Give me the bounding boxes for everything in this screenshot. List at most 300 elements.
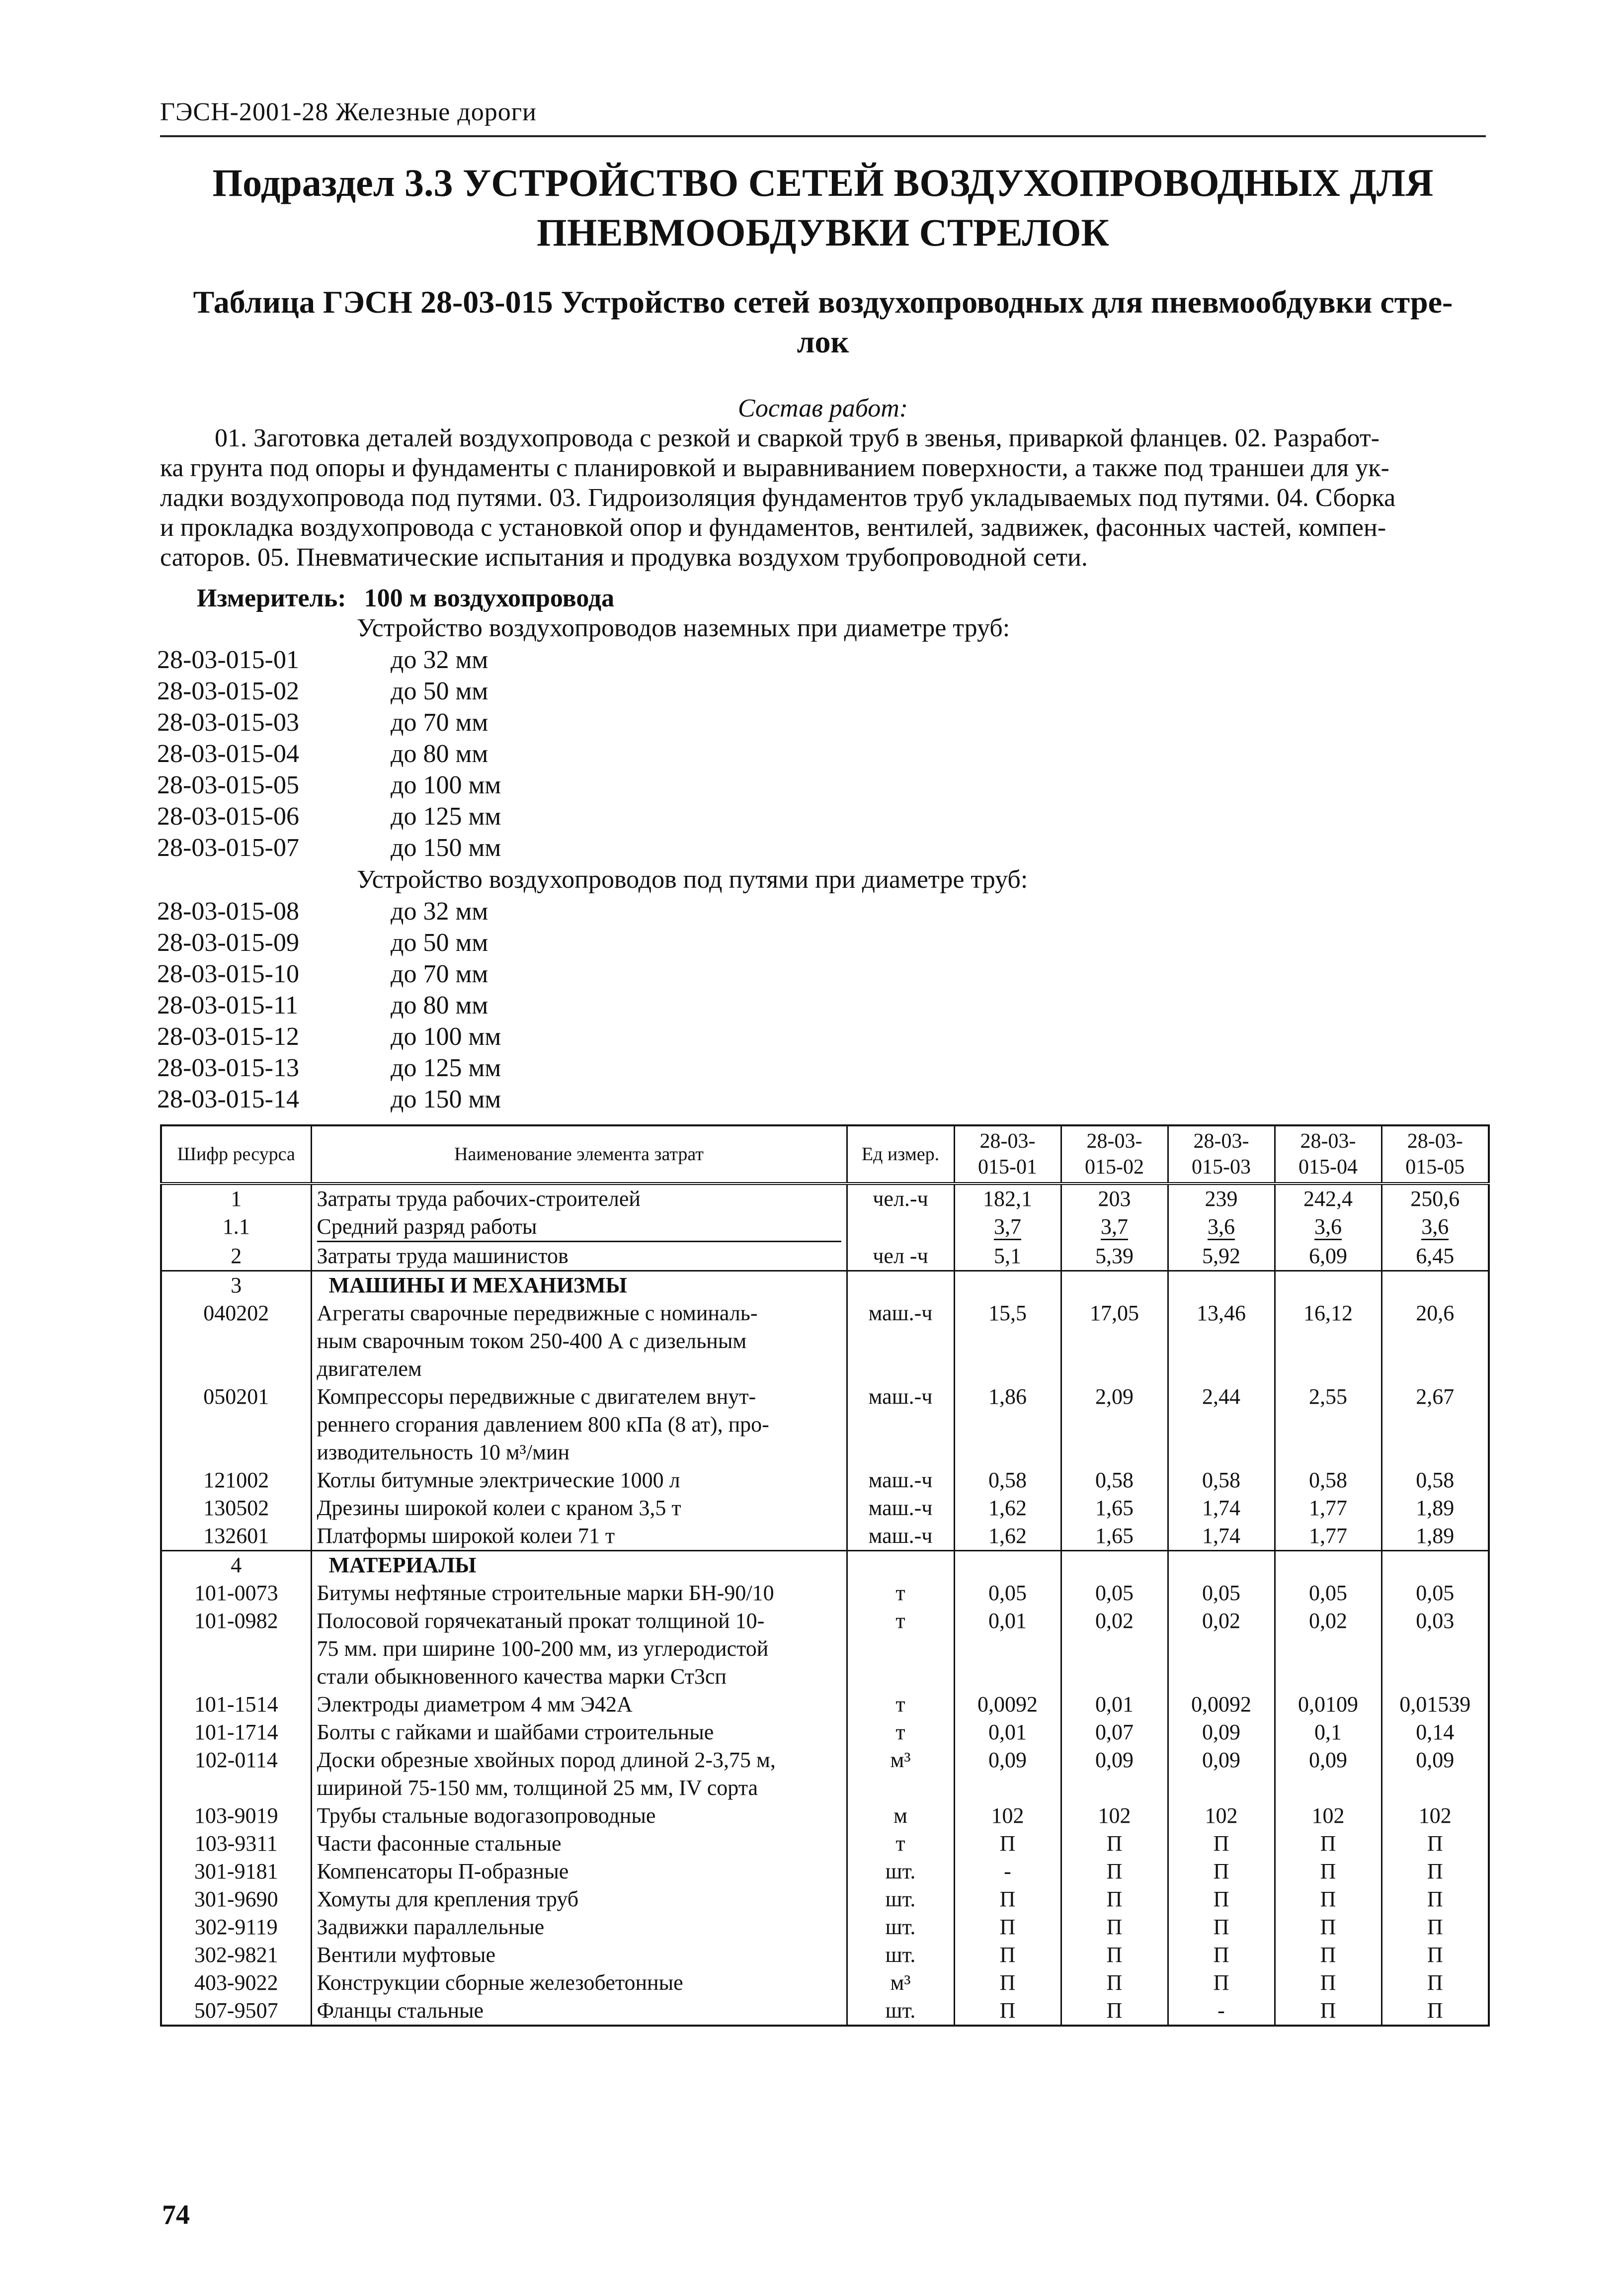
header-name: Наименование элемента затрат [311, 1125, 847, 1184]
resource-name-line: шириной 75-150 мм, толщиной 25 мм, IV сорта [317, 1776, 758, 1800]
resource-value-text: - [1217, 1998, 1225, 2023]
resource-value-text: 0,09 [1202, 1720, 1240, 1744]
resource-value [954, 1913, 1061, 1941]
resource-name [311, 1913, 847, 1941]
resource-value [954, 1579, 1061, 1607]
resource-value [954, 1830, 1061, 1858]
resource-value [1381, 1858, 1489, 1885]
resource-value [1168, 1941, 1275, 1969]
resource-value-text: 1,62 [988, 1524, 1027, 1548]
resource-value-text: 1,65 [1095, 1524, 1134, 1548]
resource-value [1168, 1494, 1275, 1522]
resource-name [311, 1830, 847, 1858]
table-row [161, 1299, 1489, 1383]
resource-code: 1.1 [161, 1213, 311, 1242]
resource-name-line: Задвижки параллельные [317, 1915, 545, 1939]
resource-value-text: 0,05 [988, 1581, 1027, 1605]
resource-value [954, 1941, 1061, 1969]
resource-value [1275, 1213, 1381, 1242]
norm-code: 28-03-015-08 [157, 897, 299, 926]
resource-value-text: П [1213, 1970, 1229, 1995]
resource-value [1275, 1579, 1381, 1607]
work-composition-text [160, 424, 1486, 573]
resource-unit [847, 1213, 954, 1242]
resource-value-text: 0,58 [988, 1468, 1027, 1492]
norm-description: до 150 мм [391, 1085, 501, 1113]
resource-code: 121002 [161, 1466, 311, 1494]
resource-value-text: 20,6 [1416, 1301, 1455, 1325]
resource-code: 101-0073 [161, 1579, 311, 1607]
resource-value [1275, 1271, 1381, 1300]
subsection-title-line: Подраздел 3.3 УСТРОЙСТВО СЕТЕЙ ВОЗДУХОПРОВОДНЫХ ДЛЯ [212, 161, 1434, 204]
group-caption: Устройство воздухопроводов наземных при диаметре труб: [357, 614, 1010, 642]
resource-name-line: Трубы стальные водогазопроводные [317, 1803, 656, 1828]
resource-value [954, 1746, 1061, 1802]
resource-value [1275, 1691, 1381, 1718]
resource-value [1168, 1579, 1275, 1607]
norm-code: 28-03-015-05 [157, 771, 299, 799]
resource-value-text: П [1427, 1859, 1443, 1883]
resource-value [1275, 1969, 1381, 1997]
resource-value [1381, 1299, 1489, 1383]
resource-value [1168, 1830, 1275, 1858]
resource-value [954, 1885, 1061, 1913]
resource-unit: т [847, 1579, 954, 1607]
resource-value-text: П [1427, 1887, 1443, 1911]
resource-value [1275, 1802, 1381, 1830]
resource-value [1061, 1885, 1168, 1913]
resource-value [1275, 1184, 1381, 1213]
resource-value [1061, 1718, 1168, 1746]
resource-name [311, 1941, 847, 1969]
resource-value-text: 0,0092 [977, 1692, 1038, 1716]
page-number: 74 [162, 2200, 190, 2230]
resource-value-text: П [1320, 1915, 1336, 1939]
resource-value [1061, 1242, 1168, 1271]
resource-value [1061, 1522, 1168, 1551]
resource-value-text: 250,6 [1410, 1187, 1460, 1211]
norm-description: до 32 мм [391, 646, 488, 674]
resource-name [311, 1494, 847, 1522]
table-row [161, 1242, 1489, 1271]
resource-name-line: Средний разряд работы [317, 1213, 841, 1242]
resource-value-text: П [999, 1887, 1016, 1911]
resource-value-text: 0,58 [1095, 1468, 1134, 1492]
resource-value-text: 3,7 [994, 1214, 1021, 1240]
resource-name [311, 1184, 847, 1213]
table-row [161, 1941, 1489, 1969]
resource-name [311, 1242, 847, 1271]
resource-value-text: - [1004, 1859, 1011, 1883]
resource-value-text: 0,02 [1095, 1609, 1134, 1633]
resource-name [311, 1607, 847, 1691]
resource-value-text: П [1427, 1998, 1443, 2023]
resource-code: 050201 [161, 1383, 311, 1466]
resource-unit: т [847, 1607, 954, 1691]
resource-value-text: 0,07 [1095, 1720, 1134, 1744]
resource-value-text: 0,05 [1202, 1581, 1240, 1605]
resource-code: 130502 [161, 1494, 311, 1522]
resource-name-line: реннего сгорания давлением 800 кПа (8 ат), про- [317, 1412, 769, 1437]
resource-unit [847, 1271, 954, 1300]
header-position: 28-03- 015-03 [1168, 1125, 1275, 1184]
resource-value-text: 1,77 [1309, 1524, 1347, 1548]
resource-value-text: 16,12 [1303, 1301, 1353, 1325]
resource-value [954, 1802, 1061, 1830]
resource-value [1381, 1830, 1489, 1858]
table-header-row [161, 1125, 1489, 1184]
resource-name-line: Вентили муфтовые [317, 1943, 495, 1967]
resource-value-text: 6,09 [1309, 1244, 1347, 1268]
resource-code: 101-1514 [161, 1691, 311, 1718]
resource-name-line: Фланцы стальные [317, 1998, 484, 2023]
resource-value-text: 0,01 [1095, 1692, 1134, 1716]
resource-name-line: 75 мм. при ширине 100-200 мм, из углеродистой [317, 1636, 769, 1661]
resource-value-text: П [1427, 1915, 1443, 1939]
resource-code: 132601 [161, 1522, 311, 1551]
resource-value [1061, 1969, 1168, 1997]
resource-unit: м [847, 1802, 954, 1830]
resource-unit: м³ [847, 1969, 954, 1997]
norm-description: до 50 мм [391, 929, 488, 957]
resource-code: 103-9019 [161, 1802, 311, 1830]
table-row [161, 1858, 1489, 1885]
resource-value [954, 1299, 1061, 1383]
resource-unit: шт. [847, 1941, 954, 1969]
resource-value [1061, 1184, 1168, 1213]
resource-value [954, 1383, 1061, 1466]
resource-name-line: ным сварочным током 250-400 А с дизельным [317, 1329, 747, 1353]
norm-description: до 80 мм [391, 991, 488, 1020]
resource-value-text: 1,74 [1202, 1524, 1240, 1548]
norm-code: 28-03-015-12 [157, 1022, 299, 1051]
resource-value [1381, 1885, 1489, 1913]
resource-value-text: 2,67 [1416, 1384, 1455, 1409]
resource-value-text: 2,55 [1309, 1384, 1347, 1409]
resource-name [311, 1551, 847, 1580]
resource-value [1381, 1969, 1489, 1997]
measure-unit [197, 584, 614, 613]
resource-name-line: Затраты труда машинистов [317, 1244, 568, 1268]
resource-value [1381, 1997, 1489, 2026]
resource-value-text: П [999, 1915, 1016, 1939]
norm-description: до 100 мм [391, 1022, 501, 1051]
norm-code: 28-03-015-02 [157, 677, 299, 705]
resource-unit: маш.-ч [847, 1466, 954, 1494]
resource-value-text: 5,1 [994, 1244, 1021, 1268]
resource-value-text: 102 [1311, 1803, 1345, 1828]
resource-value-text: 0,0092 [1191, 1692, 1251, 1716]
resource-value-text: 0,01 [988, 1609, 1027, 1633]
resource-value-text: 3,6 [1421, 1214, 1449, 1240]
table-row [161, 1718, 1489, 1746]
resource-value-text: 0,02 [1202, 1609, 1240, 1633]
resource-value [1381, 1466, 1489, 1494]
work-line: и прокладка воздухопровода с установкой опор и фундаментов, вентилей, задвижек, фасонных частей, компен- [160, 513, 1386, 542]
table-row [161, 1522, 1489, 1551]
resource-name-line: МАШИНЫ И МЕХАНИЗМЫ [328, 1273, 627, 1297]
resource-unit: чел -ч [847, 1242, 954, 1271]
resource-value-text: П [1106, 1943, 1123, 1967]
resource-value [1168, 1466, 1275, 1494]
work-line: 01. Заготовка деталей воздухопровода с резкой и сваркой труб в звенья, приваркой фланцев. 02. Разработ- [215, 424, 1380, 452]
resource-code: 302-9119 [161, 1913, 311, 1941]
resource-value-text: 102 [991, 1803, 1024, 1828]
resource-name [311, 1522, 847, 1551]
resource-value [1168, 1969, 1275, 1997]
resource-value [954, 1607, 1061, 1691]
resource-code: 101-1714 [161, 1718, 311, 1746]
resource-value [1061, 1691, 1168, 1718]
resource-value [1381, 1913, 1489, 1941]
resource-name-line: Битумы нефтяные строительные марки БН-90/10 [317, 1581, 774, 1605]
norm-description: до 70 мм [391, 960, 488, 988]
resource-value [1061, 1383, 1168, 1466]
resource-value [1061, 1466, 1168, 1494]
table-title-line: лок [797, 324, 849, 359]
work-line: ка грунта под опоры и фундаменты с планировкой и выравниванием поверхности, а также под траншеи для ук- [160, 454, 1389, 482]
resource-value [1275, 1494, 1381, 1522]
resource-value [1168, 1522, 1275, 1551]
resource-value-text: 0,14 [1416, 1720, 1455, 1744]
table-row [161, 1383, 1489, 1466]
resource-value [1381, 1494, 1489, 1522]
resource-value-text: П [999, 1831, 1016, 1856]
resource-name-line: Конструкции сборные железобетонные [317, 1970, 683, 1995]
table-row [161, 1607, 1489, 1691]
resource-value [1061, 1858, 1168, 1885]
resource-name-line: Части фасонные стальные [317, 1831, 562, 1856]
resource-value-text: 17,05 [1090, 1301, 1139, 1325]
resource-code: 2 [161, 1242, 311, 1271]
resource-value [1381, 1184, 1489, 1213]
resource-value-text: 0,58 [1202, 1468, 1240, 1492]
resource-name-line: Котлы битумные электрические 1000 л [317, 1468, 680, 1492]
resource-value-text: П [1213, 1831, 1229, 1856]
resource-value [954, 1858, 1061, 1885]
resource-unit: маш.-ч [847, 1383, 954, 1466]
resource-value [1168, 1858, 1275, 1885]
header-position: 28-03- 015-02 [1061, 1125, 1168, 1184]
resource-name [311, 1997, 847, 2026]
resource-value-text: 0,01539 [1399, 1692, 1471, 1716]
measure-label: Измеритель: [197, 584, 346, 612]
resource-code: 101-0982 [161, 1607, 311, 1691]
resource-value-text: 0,58 [1416, 1468, 1455, 1492]
table-row [161, 1997, 1489, 2026]
table-row [161, 1802, 1489, 1830]
norm-code: 28-03-015-10 [157, 960, 299, 988]
resource-value [1275, 1607, 1381, 1691]
resource-value-text: 0,01 [988, 1720, 1027, 1744]
resource-value [1168, 1213, 1275, 1242]
resource-name [311, 1299, 847, 1383]
resource-code: 103-9311 [161, 1830, 311, 1858]
resource-value-text: 0,09 [1095, 1748, 1134, 1772]
resource-value-text: П [1427, 1943, 1443, 1967]
table-row [161, 1913, 1489, 1941]
resource-unit: шт. [847, 1885, 954, 1913]
table-row [161, 1184, 1489, 1213]
resource-name-line: Дрезины широкой колеи с краном 3,5 т [317, 1496, 681, 1520]
resource-name-line: Агрегаты сварочные передвижные с номиналь- [317, 1301, 758, 1325]
resource-value [1168, 1691, 1275, 1718]
resource-name-line: Хомуты для крепления труб [317, 1887, 579, 1911]
resource-code: 102-0114 [161, 1746, 311, 1802]
resource-value-text: 3,6 [1314, 1214, 1342, 1240]
header-code: Шифр ресурса [161, 1125, 311, 1184]
norm-description: до 125 мм [391, 1054, 501, 1082]
resource-value-text: 0,1 [1314, 1720, 1342, 1744]
resource-value [1275, 1242, 1381, 1271]
subsection-title-line: ПНЕВМООБДУВКИ СТРЕЛОК [537, 211, 1109, 254]
resource-value-text: 0,05 [1309, 1581, 1347, 1605]
resource-value [1168, 1299, 1275, 1383]
resource-value-text: 239 [1205, 1187, 1238, 1211]
norm-code: 28-03-015-07 [157, 834, 299, 862]
resource-value [954, 1551, 1061, 1580]
norm-description: до 32 мм [391, 897, 488, 926]
resource-unit: шт. [847, 1913, 954, 1941]
resource-value-text: П [1320, 1970, 1336, 1995]
resource-value-text: 0,03 [1416, 1609, 1455, 1633]
resource-value [1168, 1913, 1275, 1941]
resource-code: 301-9181 [161, 1858, 311, 1885]
resource-value-text: 6,45 [1416, 1244, 1455, 1268]
resource-name [311, 1213, 847, 1242]
header-position: 28-03- 015-05 [1381, 1125, 1489, 1184]
resource-value [1275, 1941, 1381, 1969]
resource-value [954, 1718, 1061, 1746]
resource-name-line: Электроды диаметром 4 мм Э42А [317, 1692, 633, 1716]
resource-value [954, 1184, 1061, 1213]
table-row [161, 1466, 1489, 1494]
resource-value-text: 0,09 [1416, 1748, 1455, 1772]
resource-value-text: П [999, 1943, 1016, 1967]
resource-value [954, 1271, 1061, 1300]
resource-value [1275, 1466, 1381, 1494]
table-row [161, 1551, 1489, 1580]
resource-value-text: 182,1 [983, 1187, 1032, 1211]
header-unit: Ед измер. [847, 1125, 954, 1184]
norm-code: 28-03-015-14 [157, 1085, 299, 1113]
resource-value-text: 0,05 [1416, 1581, 1455, 1605]
resource-value-text: 102 [1098, 1803, 1131, 1828]
resource-value [1381, 1941, 1489, 1969]
running-header: ГЭСН-2001-28 Железные дороги [160, 98, 537, 126]
resource-value [1168, 1551, 1275, 1580]
work-composition-caption: Состав работ: [737, 394, 908, 423]
resource-value [1061, 1997, 1168, 2026]
resource-code: 3 [161, 1271, 311, 1300]
norm-description: до 100 мм [391, 771, 501, 799]
resource-value [1275, 1299, 1381, 1383]
resource-name-line: стали обыкновенного качества марки Ст3сп [317, 1664, 727, 1689]
table-row [161, 1830, 1489, 1858]
resource-value-text: 1,65 [1095, 1496, 1134, 1520]
resource-value [1275, 1383, 1381, 1466]
resource-value [1275, 1885, 1381, 1913]
resource-value-text: 1,62 [988, 1496, 1027, 1520]
norm-description: до 125 мм [391, 802, 501, 831]
resource-name [311, 1271, 847, 1300]
resource-value [1168, 1885, 1275, 1913]
resource-value-text: 0,0109 [1298, 1692, 1358, 1716]
resource-unit: т [847, 1691, 954, 1718]
resource-value [1061, 1213, 1168, 1242]
work-line: саторов. 05. Пневматические испытания и продувка воздухом трубопроводной сети. [160, 543, 1088, 572]
resource-unit: маш.-ч [847, 1299, 954, 1383]
header-rule [160, 135, 1486, 137]
norm-code: 28-03-015-03 [157, 708, 299, 737]
resource-name [311, 1383, 847, 1466]
resource-value [1381, 1691, 1489, 1718]
table-row [161, 1691, 1489, 1718]
resource-value-text: П [1106, 1831, 1123, 1856]
resource-value-text: 0,09 [1309, 1748, 1347, 1772]
resource-value-text: 3,7 [1101, 1214, 1128, 1240]
resource-value [1381, 1746, 1489, 1802]
resource-value-text: П [1106, 1915, 1123, 1939]
table-title-line: Таблица ГЭСН 28-03-015 Устройство сетей воздухопроводных для пневмообдувки стре- [193, 284, 1453, 320]
resource-value-text: 1,77 [1309, 1496, 1347, 1520]
resource-code: 1 [161, 1184, 311, 1213]
resource-unit: т [847, 1830, 954, 1858]
resource-value [1381, 1213, 1489, 1242]
norm-code: 28-03-015-01 [157, 646, 299, 674]
resource-value-text: П [1106, 1998, 1123, 2023]
norm-description: до 80 мм [391, 740, 488, 768]
resource-value [1275, 1522, 1381, 1551]
resource-value-text: П [1320, 1998, 1336, 2023]
measure-value: 100 м воздухопровода [364, 584, 615, 612]
norm-description: до 150 мм [391, 834, 501, 862]
work-line: ладки воздухопровода под путями. 03. Гидроизоляция фундаментов труб укладываемых под путями. 04. Сборка [160, 484, 1396, 512]
resource-code: 302-9821 [161, 1941, 311, 1969]
resource-value-text: П [1320, 1887, 1336, 1911]
resource-value-text: 102 [1418, 1803, 1452, 1828]
resource-value [954, 1969, 1061, 1997]
table-row [161, 1885, 1489, 1913]
resource-unit [847, 1551, 954, 1580]
resource-unit: шт. [847, 1997, 954, 2026]
norm-code: 28-03-015-09 [157, 929, 299, 957]
table-body [161, 1184, 1489, 2026]
resource-value-text: 13,46 [1197, 1301, 1246, 1325]
resource-code: 403-9022 [161, 1969, 311, 1997]
resource-name [311, 1746, 847, 1802]
resource-value [954, 1242, 1061, 1271]
resource-value [1381, 1522, 1489, 1551]
resource-name [311, 1802, 847, 1830]
norm-description: до 50 мм [391, 677, 488, 705]
resource-value [954, 1997, 1061, 2026]
resource-value [1168, 1718, 1275, 1746]
resource-value-text: 203 [1098, 1187, 1131, 1211]
resource-name-line: Компенсаторы П-образные [317, 1859, 569, 1883]
resource-value-text: П [1427, 1970, 1443, 1995]
resource-name-line: Болты с гайками и шайбами строительные [317, 1720, 714, 1744]
resource-code: 040202 [161, 1299, 311, 1383]
table-row [161, 1969, 1489, 1997]
table-title [160, 282, 1486, 362]
resource-value [1275, 1551, 1381, 1580]
resource-unit: т [847, 1718, 954, 1746]
resource-code: 301-9690 [161, 1885, 311, 1913]
resource-value-text: П [1213, 1859, 1229, 1883]
resource-name [311, 1885, 847, 1913]
resource-name-line: Платформы широкой колеи 71 т [317, 1524, 615, 1548]
